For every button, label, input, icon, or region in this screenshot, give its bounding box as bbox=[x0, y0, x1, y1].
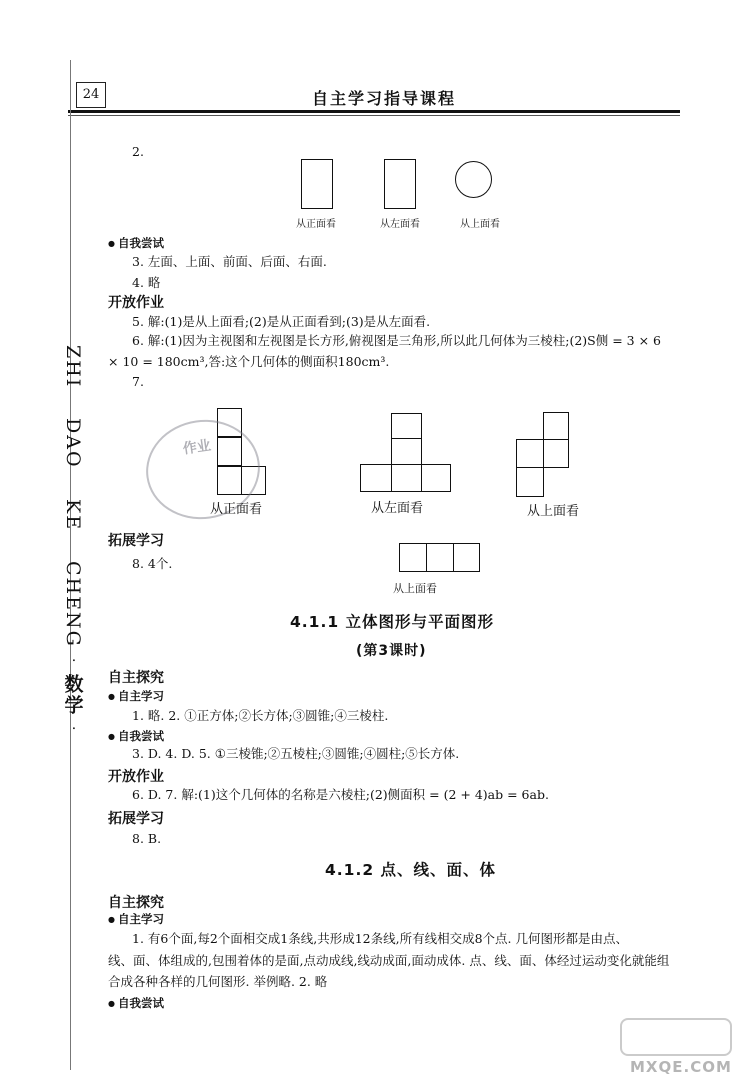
side-letter-ke: KE bbox=[62, 498, 84, 531]
heading-self-learn-2: ● 自主学习 bbox=[108, 911, 164, 927]
heading-self-explore-2: 自主探究 bbox=[108, 895, 164, 911]
heading-self-try-3: ● 自我尝试 bbox=[108, 995, 164, 1011]
answer-8: 8. 4个. bbox=[132, 556, 173, 571]
side-letter-dao: DAO bbox=[62, 418, 84, 469]
q7-caption-front: 从正面看 bbox=[210, 502, 263, 517]
heading-self-learn: ● 自主学习 bbox=[108, 688, 164, 704]
q2-number: 2. bbox=[132, 144, 144, 159]
s2-paragraph-line1: 1. 有6个面,每2个面相交成1条线,共形成12条线,所有线相交成8个点. 几何图形都是由点、 bbox=[132, 931, 628, 946]
section-title-4-1-1: 4.1.1 立体图形与平面图形 bbox=[290, 613, 495, 631]
s1-answer-6-7: 6. D. 7. 解:(1)这个几何体的名称是六棱柱;(2)侧面积 = (2 + 4)ab = 6ab. bbox=[132, 787, 549, 802]
heading-open-homework: 开放作业 bbox=[108, 295, 164, 311]
heading-self-explore: 自主探究 bbox=[108, 670, 164, 686]
answer-5: 5. 解:(1)是从上面看;(2)是从正面看到;(3)是从左面看. bbox=[132, 314, 431, 329]
corner-watermark-text: MXQE.COM bbox=[630, 1058, 732, 1076]
heading-expand-learning-2: 拓展学习 bbox=[108, 811, 164, 827]
q7-caption-left: 从左面看 bbox=[371, 501, 424, 516]
section-subtitle: (第3课时) bbox=[356, 643, 427, 659]
q2-top-circle bbox=[455, 161, 492, 198]
s2-paragraph-line2: 线、面、体组成的,包围着体的是面,点动成线,线动成面,面动成体. 点、线、面、体经过运动变化就能组 bbox=[108, 953, 670, 968]
answer-3: 3. 左面、上面、前面、后面、右面. bbox=[132, 254, 327, 269]
header-rule-thin bbox=[68, 115, 680, 116]
answer-4: 4. 略 bbox=[132, 275, 161, 290]
q7-caption-top: 从上面看 bbox=[527, 504, 580, 519]
side-letter-zhi: ZHI bbox=[62, 345, 84, 389]
page-number-box bbox=[76, 82, 106, 108]
corner-watermark-logo bbox=[620, 1018, 732, 1056]
q7-left-view bbox=[360, 413, 480, 493]
header-rule bbox=[68, 110, 680, 113]
q8-top-view bbox=[399, 543, 481, 573]
section-title-4-1-2: 4.1.2 点、线、面、体 bbox=[325, 861, 497, 879]
page-number: 24 bbox=[82, 87, 100, 102]
side-dot-2: · bbox=[65, 726, 81, 733]
q2-caption-front: 从正面看 bbox=[296, 219, 336, 230]
s1-answer-3-5: 3. D. 4. D. 5. ①三棱锥;②五棱柱;③圆锥;④圆柱;⑤长方体. bbox=[132, 746, 460, 761]
s1-answer-1-2: 1. 略. 2. ①正方体;②长方体;③圆锥;④三棱柱. bbox=[132, 708, 389, 723]
side-letter-cheng: CHENG bbox=[62, 560, 84, 648]
q2-caption-top: 从上面看 bbox=[460, 219, 500, 230]
answer-6-line2: × 10 = 180cm³,答:这个几何体的侧面积180cm³. bbox=[108, 354, 390, 369]
heading-self-try-2: ● 自我尝试 bbox=[108, 728, 164, 744]
q2-left-rect bbox=[384, 159, 416, 209]
side-dot-1: · bbox=[65, 657, 81, 665]
heading-self-try: ● 自我尝试 bbox=[108, 235, 164, 251]
q7-top-view bbox=[516, 412, 576, 502]
side-subject: 数学 bbox=[61, 674, 84, 717]
q8-caption-top: 从上面看 bbox=[393, 582, 437, 595]
heading-expand-learning: 拓展学习 bbox=[108, 533, 164, 549]
header-title: 自主学习指导课程 bbox=[312, 89, 457, 108]
q2-front-rect bbox=[301, 159, 333, 209]
answer-7: 7. bbox=[132, 374, 144, 389]
heading-open-homework-2: 开放作业 bbox=[108, 769, 164, 785]
q2-caption-left: 从左面看 bbox=[380, 219, 420, 230]
answer-6-line1: 6. 解:(1)因为主视图和左视图是长方形,俯视图是三角形,所以此几何体为三棱柱;(2)S侧 = 3 × 6 bbox=[132, 333, 661, 348]
side-text bbox=[60, 345, 86, 733]
s1-answer-8: 8. B. bbox=[132, 831, 162, 846]
s2-paragraph-line3: 合成各种各样的几何图形. 举例略. 2. 略 bbox=[108, 974, 328, 989]
stamp-text: 作业 bbox=[181, 437, 212, 458]
